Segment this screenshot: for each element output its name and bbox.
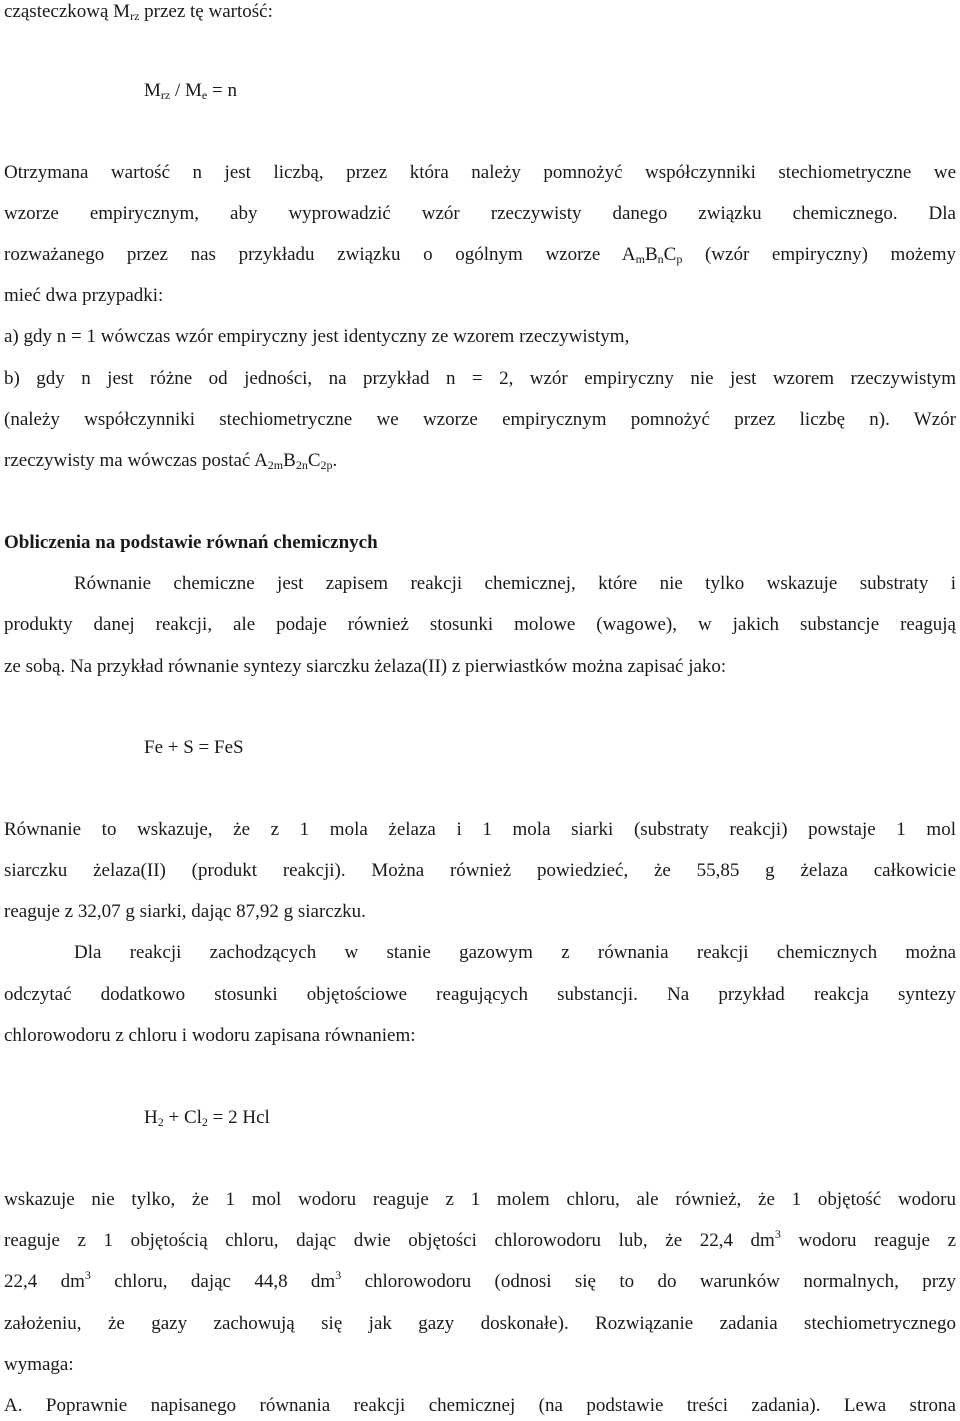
paragraph-line: reaguje z 32,07 g siarki, dając 87,92 g siarczku. xyxy=(4,901,366,922)
paragraph-line: odczytać dodatkowo stosunki objętościowe reagujących substancji. Na przykład reakcja syntezy xyxy=(4,984,956,1005)
paragraph-line: produkty danej reakcji, ale podaje również stosunki molowe (wagowe), w jakich substancje reagują xyxy=(4,614,956,635)
paragraph-line: 22,4 $dm^3$ chloru, dając 44,8 $dm^3$ chlorowodoru (odnosi się to do warunków normalnych, przy xyxy=(4,1268,957,1292)
equation-molar-ratio: $M_{rz} / M_e = n$ xyxy=(144,80,237,102)
paragraph-line: rozważanego przez nas przykładu związku o ogólnym wzorze $A_mB_nC_p$ (wzór empiryczny) możemy xyxy=(4,244,956,266)
paragraph-line: Równanie chemiczne jest zapisem reakcji chemicznej, które nie tylko wskazuje substraty i xyxy=(74,573,956,594)
paragraph-line: założeniu, że gazy zachowują się jak gazy doskonałe). Rozwiązanie zadania stechiometrycznego xyxy=(4,1313,956,1334)
paragraph-line: wymaga: xyxy=(4,1354,74,1375)
equation-iron-sulfide: Fe + S = FeS xyxy=(144,737,244,758)
text-line: cząsteczkową $M_{rz}$ przez tę wartość: xyxy=(4,1,273,23)
paragraph-line: Otrzymana wartość n jest liczbą, przez która należy pomnożyć współczynniki stechiometryczne we xyxy=(4,162,956,183)
paragraph-line: rzeczywisty ma wówczas postać $A_{2m}B_{2n}C_{2p}$. xyxy=(4,450,338,472)
paragraph-line: reaguje z 1 objętością chloru, dając dwie objętości chlorowodoru lub, że 22,4 $dm^3$ wodoru reaguje z xyxy=(4,1227,956,1251)
list-item: a) gdy n = 1 wówczas wzór empiryczny jest identyczny ze wzorem rzeczywistym, xyxy=(4,326,630,347)
paragraph-line: siarczku żelaza(II) (produkt reakcji). Można również powiedzieć, że 55,85 g żelaza całkowicie xyxy=(4,860,956,881)
list-item: A. Poprawnie napisanego równania reakcji chemicznej (na podstawie treści zadania). Lewa strona xyxy=(4,1395,956,1416)
paragraph-line: mieć dwa przypadki: xyxy=(4,285,164,306)
list-item: b) gdy n jest różne od jedności, na przykład n = 2, wzór empiryczny nie jest wzorem rzeczywistym xyxy=(4,368,956,389)
paragraph-line: ze sobą. Na przykład równanie syntezy siarczku żelaza(II) z pierwiastków można zapisać jako: xyxy=(4,656,727,677)
paragraph-line: Dla reakcji zachodzących w stanie gazowym z równania reakcji chemicznych można xyxy=(74,942,956,963)
equation-hydrogen-chloride: $H_2 + Cl_2 = 2$ Hcl xyxy=(144,1107,270,1129)
paragraph-line: Równanie to wskazuje, że z 1 mola żelaza i 1 mola siarki (substraty reakcji) powstaje 1 mol xyxy=(4,819,956,840)
section-heading: Obliczenia na podstawie równań chemicznych xyxy=(4,532,378,553)
paragraph-line: wskazuje nie tylko, że 1 mol wodoru reaguje z 1 molem chloru, ale również, że 1 objętość wodoru xyxy=(4,1189,956,1210)
paragraph-line: chlorowodoru z chloru i wodoru zapisana równaniem: xyxy=(4,1025,416,1046)
paragraph-line: wzorze empirycznym, aby wyprowadzić wzór rzeczywisty danego związku chemicznego. Dla xyxy=(4,203,956,224)
paragraph-line: (należy współczynniki stechiometryczne we wzorze empirycznym pomnożyć przez liczbę n). Wzór xyxy=(4,409,956,430)
